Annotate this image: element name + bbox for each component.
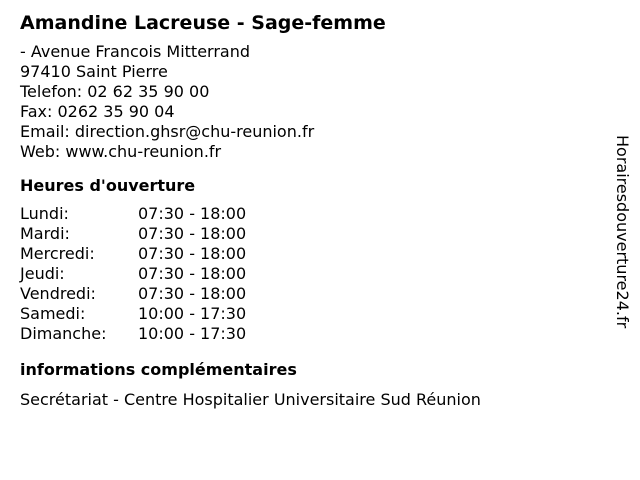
fax-text: Fax: 0262 35 90 04 (20, 102, 175, 121)
day-label: Samedi: (20, 304, 86, 323)
time-range: 07:30 - 18:00 (138, 244, 247, 263)
contact-block (20, 42, 590, 162)
page-title: Amandine Lacreuse - Sage-femme (20, 12, 386, 34)
time-range: 07:30 - 18:00 (138, 284, 247, 303)
address-line-1: - Avenue Francois Mitterrand (20, 42, 251, 61)
info-heading: informations complémentaires (20, 360, 297, 379)
time-range: 07:30 - 18:00 (138, 264, 247, 283)
hours-row (20, 284, 590, 304)
day-label: Mardi: (20, 224, 70, 243)
hours-row (20, 304, 590, 324)
day-label: Lundi: (20, 204, 69, 223)
site-watermark: Horairesdouverture24.fr (613, 135, 632, 329)
hours-row (20, 204, 590, 224)
hours-row (20, 324, 590, 344)
hours-row (20, 264, 590, 284)
phone-text: Telefon: 02 62 35 90 00 (20, 82, 210, 101)
day-label: Vendredi: (20, 284, 96, 303)
hours-row (20, 224, 590, 244)
email-text: Email: direction.ghsr@chu-reunion.fr (20, 122, 315, 141)
web-text: Web: www.chu-reunion.fr (20, 142, 222, 161)
time-range: 07:30 - 18:00 (138, 204, 247, 223)
hours-row (20, 244, 590, 264)
address-line-2: 97410 Saint Pierre (20, 62, 168, 81)
time-range: 10:00 - 17:30 (138, 324, 247, 343)
day-label: Jeudi: (20, 264, 65, 283)
day-label: Dimanche: (20, 324, 107, 343)
time-range: 07:30 - 18:00 (138, 224, 247, 243)
business-card (20, 10, 590, 410)
hours-heading: Heures d'ouverture (20, 176, 196, 195)
info-text: Secrétariat - Centre Hospitalier Universitaire Sud Réunion (20, 390, 481, 409)
time-range: 10:00 - 17:30 (138, 304, 247, 323)
day-label: Mercredi: (20, 244, 95, 263)
hours-table (20, 204, 590, 344)
